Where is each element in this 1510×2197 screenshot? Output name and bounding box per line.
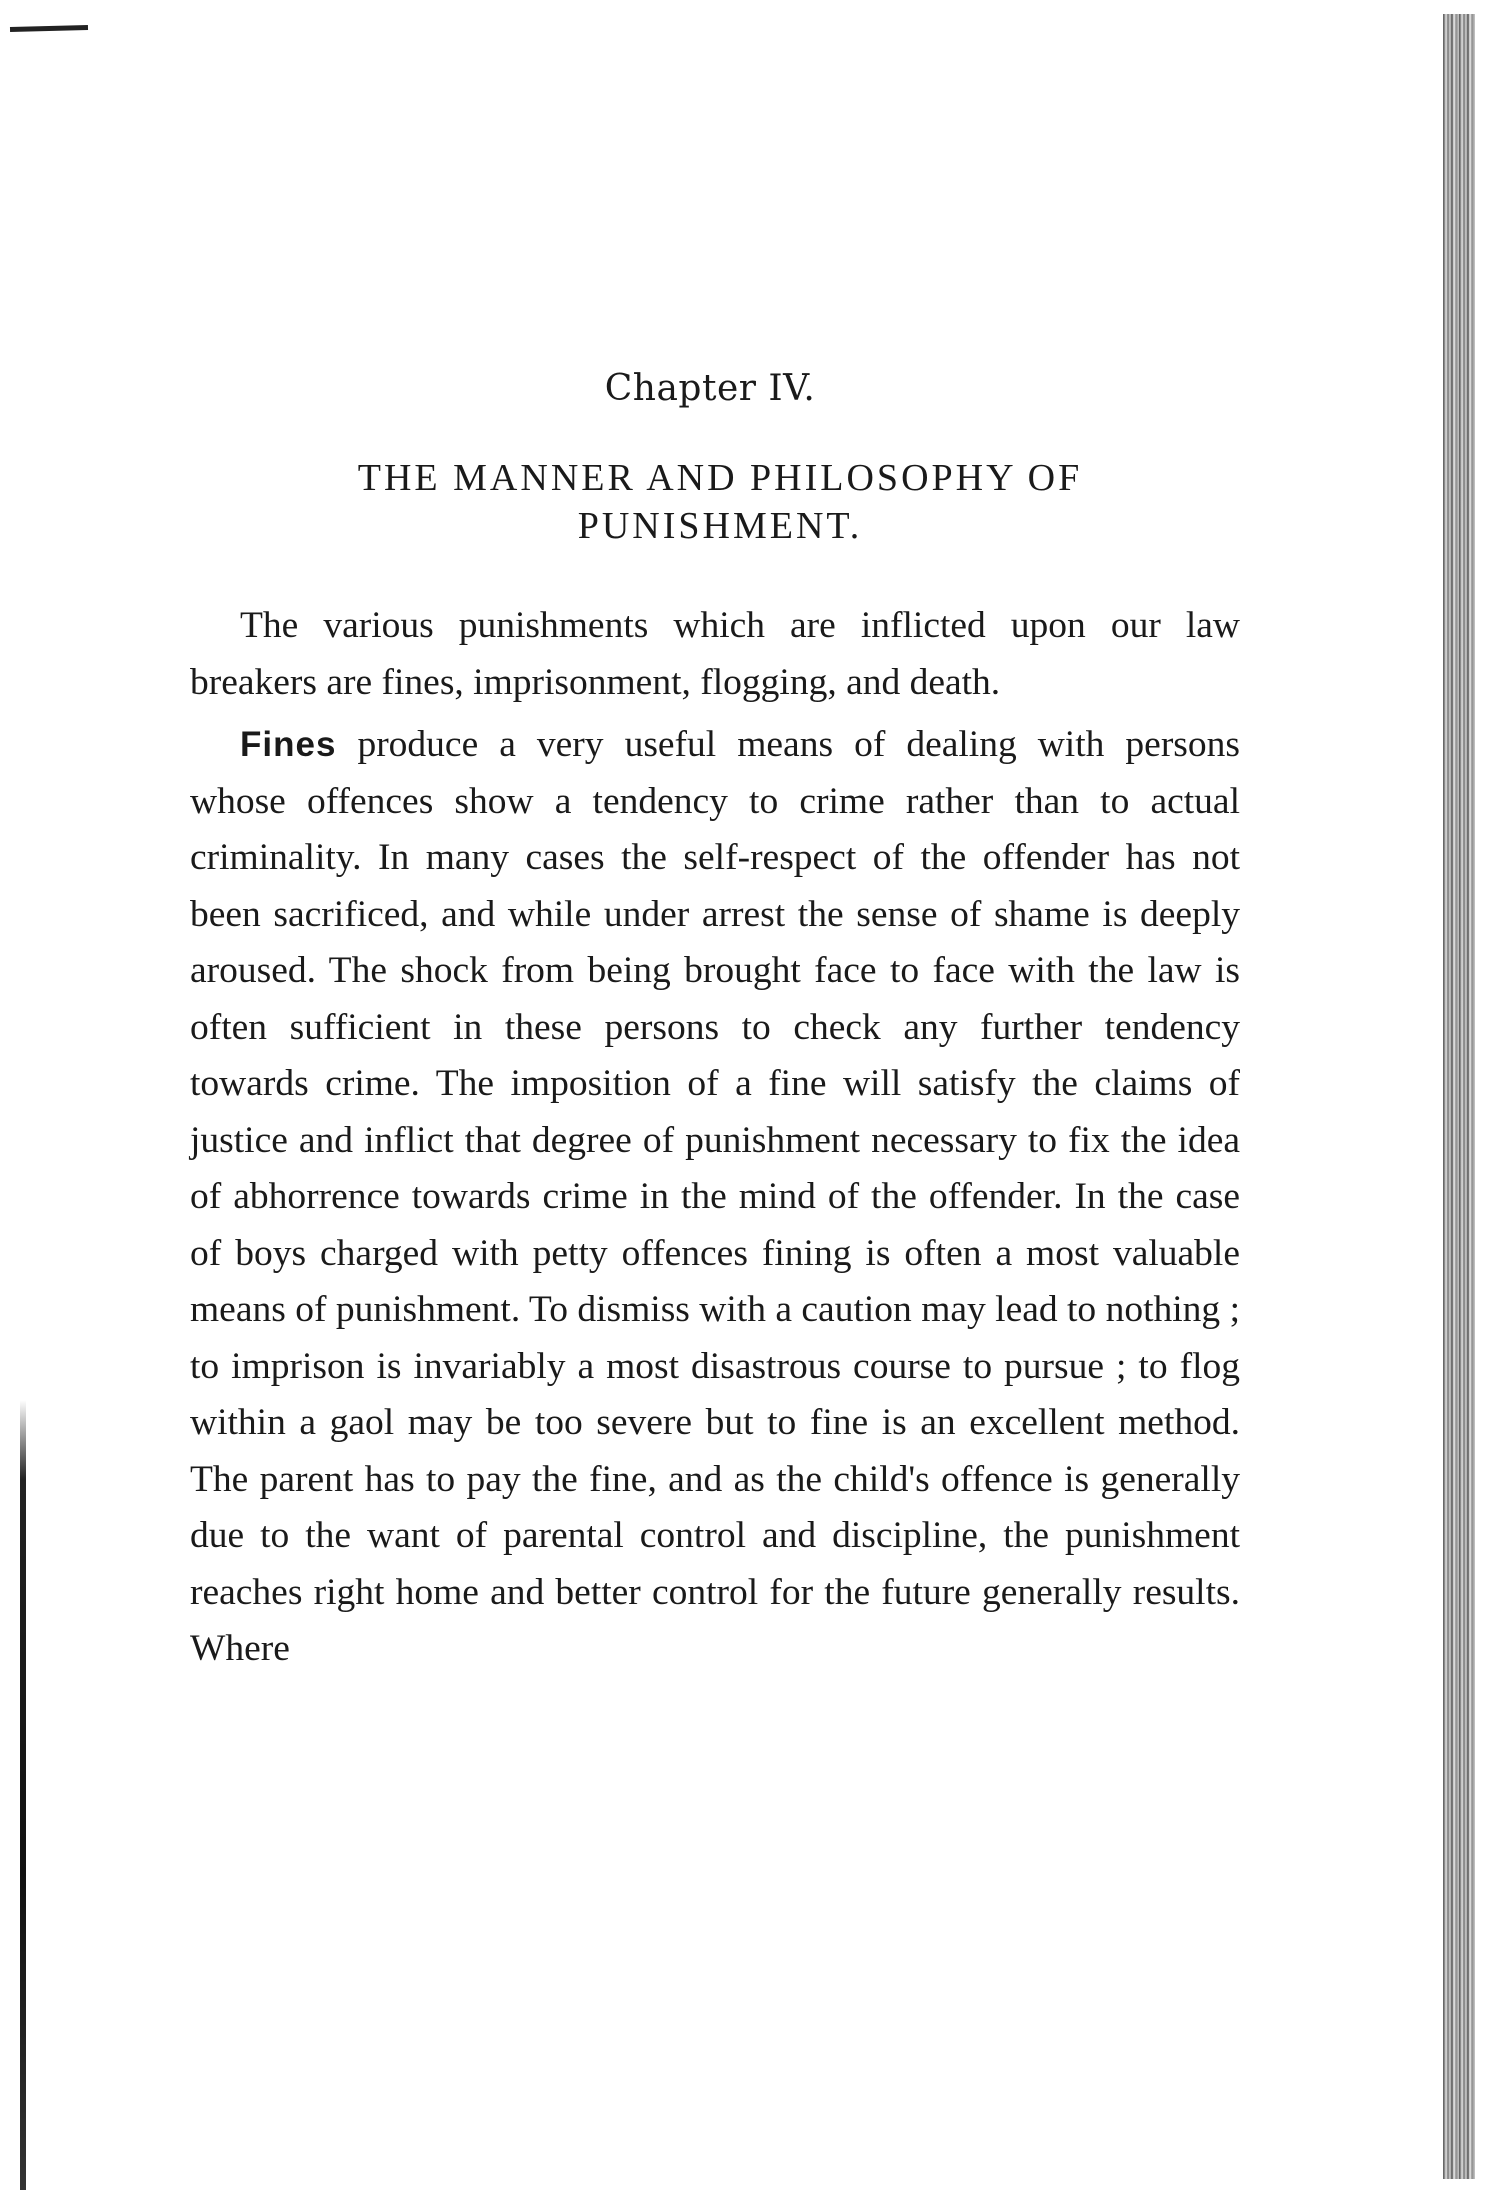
chapter-number: Chapter IV. xyxy=(604,368,816,409)
scan-corner-mark xyxy=(10,25,88,32)
chapter-title: THE MANNER AND PHILOSOPHY OF PUNISHMENT. xyxy=(357,457,1083,547)
paragraph-fines xyxy=(190,717,1240,1678)
scan-left-edge xyxy=(20,1400,26,2190)
paragraph-lead-word: Fines xyxy=(240,725,337,764)
paragraph-intro: The various punishments which are inflicted upon our law breakers are fines, imprisonment, flogging, and death. xyxy=(190,605,1240,703)
chapter-body xyxy=(190,598,1240,1678)
paragraph-fines-text: produce a very useful means of dealing with persons whose offences show a tendency to crime rather than to actual criminality. In many cases the self-respect of the offender has not been sacrificed, and while under arrest the sense of shame is deeply aroused. The shock from being brought face to face with the law is often sufficient in these persons to check any further tendency towards crime. The imposition of a fine will satisfy the claims of justice and inflict that degree of punishment necessary to fix the idea of abhorrence towards crime in the mind of the offender. In the case of boys charged with petty offences fining is often a most valuable means of punishment. To dismiss with a caution may lead to nothing ; to imprison is invariably a most disastrous course to pursue ; to flog within a gaol may be too severe but to fine is an excellent method. The parent has to pay the fine, and as the child's offence is generally due to the want of parental control and discipline, the punishment reaches right home and better control for the future generally results. Where xyxy=(190,724,1240,1669)
scan-binding-edge xyxy=(1443,14,1475,2179)
